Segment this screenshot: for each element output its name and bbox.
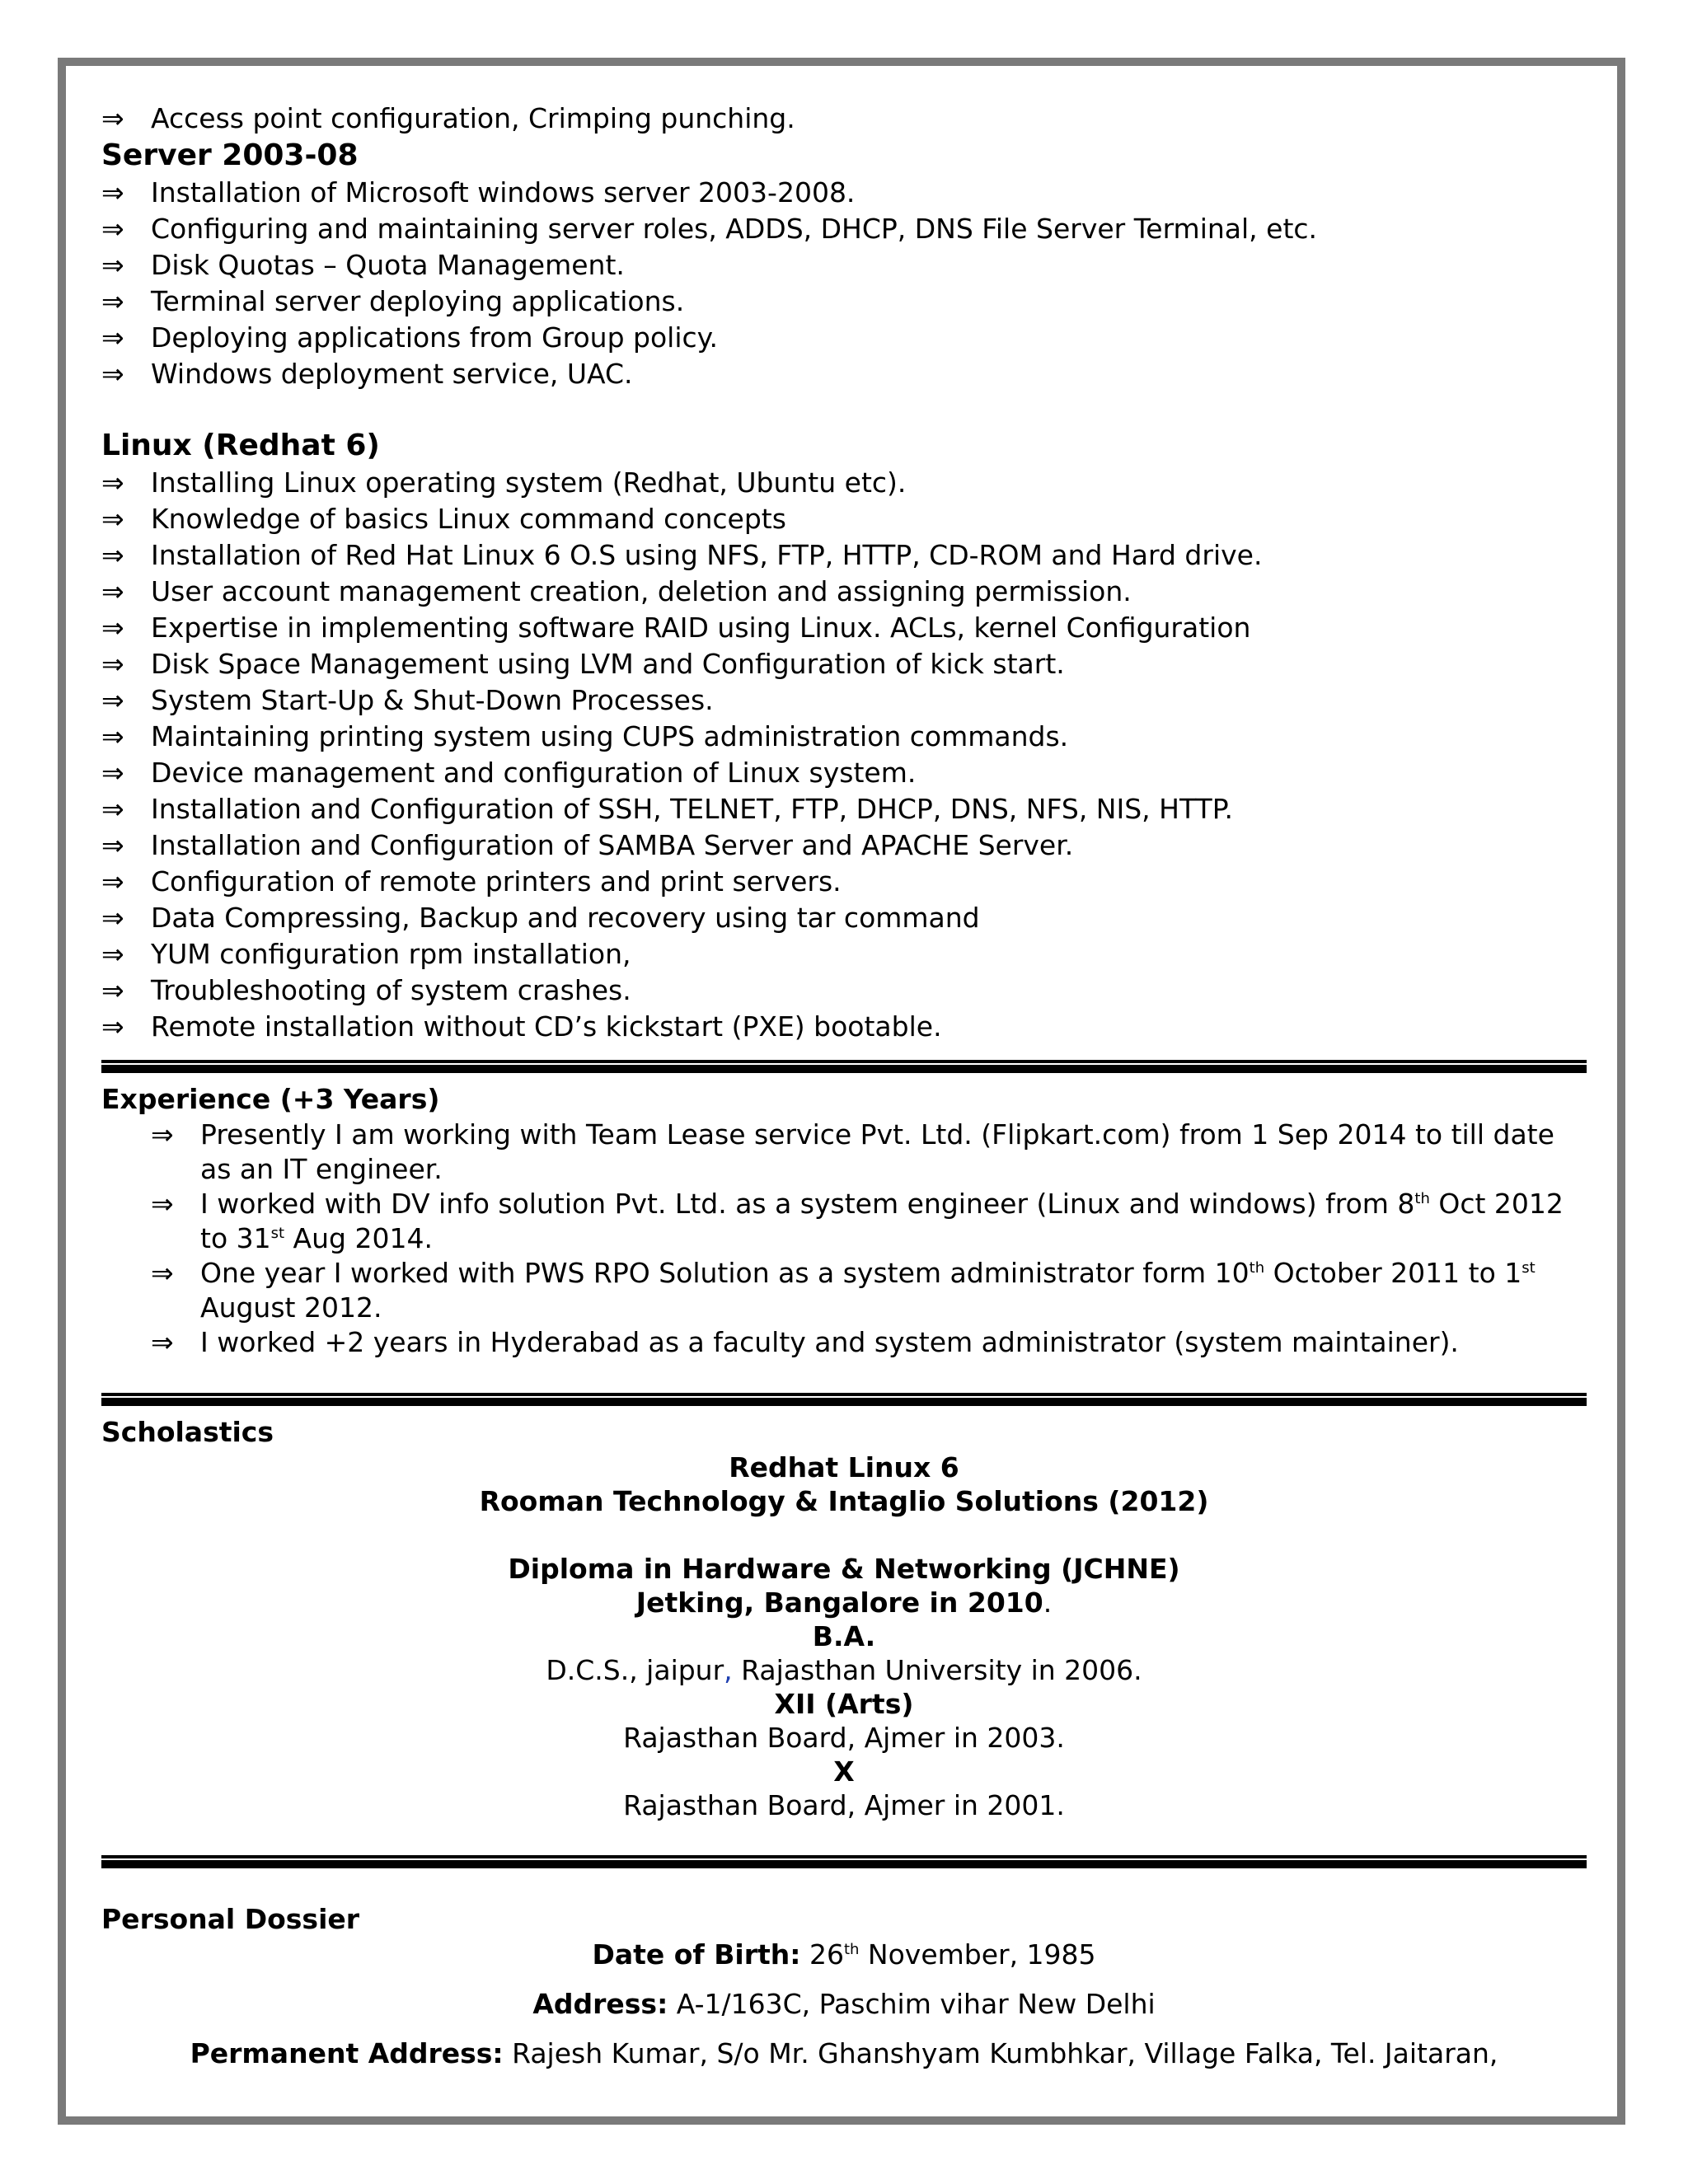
list-item-text: I worked +2 years in Hyderabad as a faculty and system administrator (system maintainer). <box>200 1326 1459 1358</box>
arrow-icon: ⇒ <box>101 829 124 861</box>
text-part: D.C.S., jaipur <box>546 1654 724 1686</box>
field-value: 26 <box>800 1938 844 1971</box>
text-part: One year I worked with PWS RPO Solution as a system administrator form 10 <box>200 1257 1250 1289</box>
list-item <box>101 900 1585 936</box>
list-item <box>101 1118 1585 1187</box>
list-item-text: Disk Space Management using LVM and Configuration of kick start. <box>151 648 1065 680</box>
linux-list <box>101 465 1585 1045</box>
list-item-text: Remote installation without CD’s kickstart (PXE) bootable. <box>151 1010 942 1043</box>
degree-institute <box>101 1653 1587 1687</box>
list-item <box>101 1256 1585 1325</box>
arrow-icon: ⇒ <box>101 575 124 607</box>
list-item <box>101 247 1585 284</box>
list-item <box>101 682 1585 719</box>
list-item-text: YUM configuration rpm installation, <box>151 938 631 970</box>
list-item-text: Knowledge of basics Linux command concepts <box>151 503 786 535</box>
list-item <box>101 211 1585 247</box>
section-divider <box>101 1855 1587 1868</box>
arrow-icon: ⇒ <box>101 249 124 281</box>
list-item <box>101 320 1585 356</box>
list-item-text: Troubleshooting of system crashes. <box>151 974 631 1006</box>
text-part: Rajasthan University in 2006. <box>732 1654 1142 1686</box>
field-value: Rajesh Kumar, S/o Mr. Ghanshyam Kumbhkar, Village Falka, Tel. Jaitaran, <box>503 2037 1498 2069</box>
arrow-icon: ⇒ <box>101 612 124 644</box>
arrow-icon: ⇒ <box>101 539 124 571</box>
list-item <box>101 101 1585 137</box>
ordinal-suffix: th <box>1249 1259 1265 1277</box>
ordinal-suffix: st <box>270 1225 285 1242</box>
arrow-icon: ⇒ <box>101 466 124 499</box>
arrow-icon: ⇒ <box>101 102 124 134</box>
arrow-icon: ⇒ <box>151 1257 174 1289</box>
ordinal-suffix: th <box>1414 1190 1430 1207</box>
degree-title: B.A. <box>812 1620 876 1652</box>
experience-heading: Experience (+3 Years) <box>101 1083 440 1115</box>
section-divider <box>101 1393 1587 1406</box>
section-divider <box>101 1060 1587 1073</box>
list-item <box>101 610 1585 646</box>
list-item <box>101 936 1585 972</box>
arrow-icon: ⇒ <box>101 757 124 789</box>
arrow-icon: ⇒ <box>101 720 124 752</box>
arrow-icon: ⇒ <box>101 793 124 825</box>
degree-institute: Rajasthan Board, Ajmer in 2001. <box>623 1789 1065 1821</box>
field-value: A-1/163C, Paschim vihar New Delhi <box>668 1988 1156 2020</box>
list-item-text: Device management and configuration of Linux system. <box>151 757 917 789</box>
ordinal-suffix: st <box>1522 1259 1536 1277</box>
list-item-text: Disk Quotas – Quota Management. <box>151 249 625 281</box>
list-item-text: User account management creation, deletion and assigning permission. <box>151 575 1132 607</box>
arrow-icon: ⇒ <box>151 1118 174 1151</box>
arrow-icon: ⇒ <box>101 902 124 934</box>
arrow-icon: ⇒ <box>101 213 124 245</box>
list-item-text: Terminal server deploying applications. <box>151 285 685 317</box>
list-item-text: Data Compressing, Backup and recovery using tar command <box>151 902 980 934</box>
arrow-icon: ⇒ <box>101 938 124 970</box>
linux-heading: Linux (Redhat 6) <box>101 429 380 462</box>
ordinal-suffix: th <box>843 1941 860 1958</box>
field-label: Address: <box>532 1988 668 2020</box>
list-item <box>101 1009 1585 1045</box>
list-item-text: Expertise in implementing software RAID using Linux. ACLs, kernel Configuration <box>151 612 1251 644</box>
list-item-text: Installation and Configuration of SSH, TELNET, FTP, DHCP, DNS, NFS, NIS, HTTP. <box>151 793 1233 825</box>
list-item <box>101 501 1585 537</box>
degree-title: X <box>833 1755 855 1788</box>
scholastics-block <box>101 1451 1587 1822</box>
list-item-text: Configuring and maintaining server roles, ADDS, DHCP, DNS File Server Terminal, etc. <box>151 213 1318 245</box>
list-item-text: Installation of Red Hat Linux 6 O.S using NFS, FTP, HTTP, CD-ROM and Hard drive. <box>151 539 1263 571</box>
arrow-icon: ⇒ <box>151 1326 174 1358</box>
list-item-text: Installing Linux operating system (Redhat, Ubuntu etc). <box>151 466 907 499</box>
list-item-text: Installation and Configuration of SAMBA Server and APACHE Server. <box>151 829 1074 861</box>
resume-page <box>101 97 1585 2071</box>
list-item <box>101 864 1585 900</box>
course-title: Diploma in Hardware & Networking (JCHNE) <box>508 1553 1180 1585</box>
list-item <box>101 646 1585 682</box>
personal-block <box>101 1938 1587 2071</box>
field-value: November, 1985 <box>859 1938 1096 1971</box>
text-part: , <box>724 1654 733 1686</box>
arrow-icon: ⇒ <box>101 321 124 354</box>
arrow-icon: ⇒ <box>101 503 124 535</box>
list-item <box>101 755 1585 791</box>
text-part: Jetking, Bangalore in 2010 <box>635 1586 1043 1619</box>
list-item-text: Configuration of remote printers and print servers. <box>151 865 842 898</box>
list-item <box>101 1325 1585 1360</box>
dob-row <box>101 1938 1587 1972</box>
field-label: Date of Birth: <box>592 1938 801 1971</box>
list-item-text: Windows deployment service, UAC. <box>151 358 633 390</box>
list-item-text: Access point configuration, Crimping punching. <box>151 102 795 134</box>
address-row <box>101 1987 1587 2022</box>
list-item <box>101 175 1585 211</box>
permanent-address-row <box>101 2036 1587 2071</box>
text-part: Oct 2012 to 31 <box>200 1188 1564 1254</box>
list-item-text: Presently I am working with Team Lease service Pvt. Ltd. (Flipkart.com) from 1 Sep 2014 to till date as an IT engineer. <box>200 1118 1554 1185</box>
list-item <box>101 972 1585 1009</box>
spacer <box>101 1518 1587 1552</box>
degree-title: XII (Arts) <box>774 1688 914 1720</box>
arrow-icon: ⇒ <box>101 1010 124 1043</box>
list-item <box>101 284 1585 320</box>
experience-list <box>101 1118 1585 1360</box>
list-item-text: Installation of Microsoft windows server 2003-2008. <box>151 176 856 209</box>
list-item <box>101 465 1585 501</box>
arrow-icon: ⇒ <box>101 684 124 716</box>
arrow-icon: ⇒ <box>101 176 124 209</box>
list-item <box>101 1187 1585 1256</box>
course-institute: Rooman Technology & Intaglio Solutions (2012) <box>479 1485 1209 1517</box>
list-item-text: Deploying applications from Group policy. <box>151 321 718 354</box>
list-item-text <box>200 1187 1585 1256</box>
list-item <box>101 356 1585 392</box>
arrow-icon: ⇒ <box>151 1188 174 1220</box>
text-part: October 2011 to 1 <box>1264 1257 1522 1289</box>
arrow-icon: ⇒ <box>101 865 124 898</box>
list-item-text: System Start-Up & Shut-Down Processes. <box>151 684 714 716</box>
arrow-icon: ⇒ <box>101 285 124 317</box>
text-part: . <box>1043 1586 1053 1619</box>
course-institute <box>101 1586 1587 1619</box>
text-part: I worked with DV info solution Pvt. Ltd. as a system engineer (Linux and windows) from 8 <box>200 1188 1415 1220</box>
scholastics-heading: Scholastics <box>101 1416 274 1448</box>
text-part: August 2012. <box>200 1291 382 1324</box>
field-label: Permanent Address: <box>190 2037 504 2069</box>
server-heading: Server 2003-08 <box>101 138 359 172</box>
degree-institute: Rajasthan Board, Ajmer in 2003. <box>623 1722 1065 1754</box>
list-item <box>101 537 1585 574</box>
arrow-icon: ⇒ <box>101 974 124 1006</box>
list-item <box>101 791 1585 827</box>
personal-heading: Personal Dossier <box>101 1903 360 1935</box>
course-title: Redhat Linux 6 <box>729 1451 959 1483</box>
list-item <box>101 827 1585 864</box>
arrow-icon: ⇒ <box>101 358 124 390</box>
list-item-text: Maintaining printing system using CUPS administration commands. <box>151 720 1069 752</box>
list-item <box>101 719 1585 755</box>
arrow-icon: ⇒ <box>101 648 124 680</box>
text-part: Aug 2014. <box>284 1222 433 1254</box>
server-list <box>101 175 1585 392</box>
list-item-text <box>200 1256 1585 1325</box>
list-item <box>101 574 1585 610</box>
